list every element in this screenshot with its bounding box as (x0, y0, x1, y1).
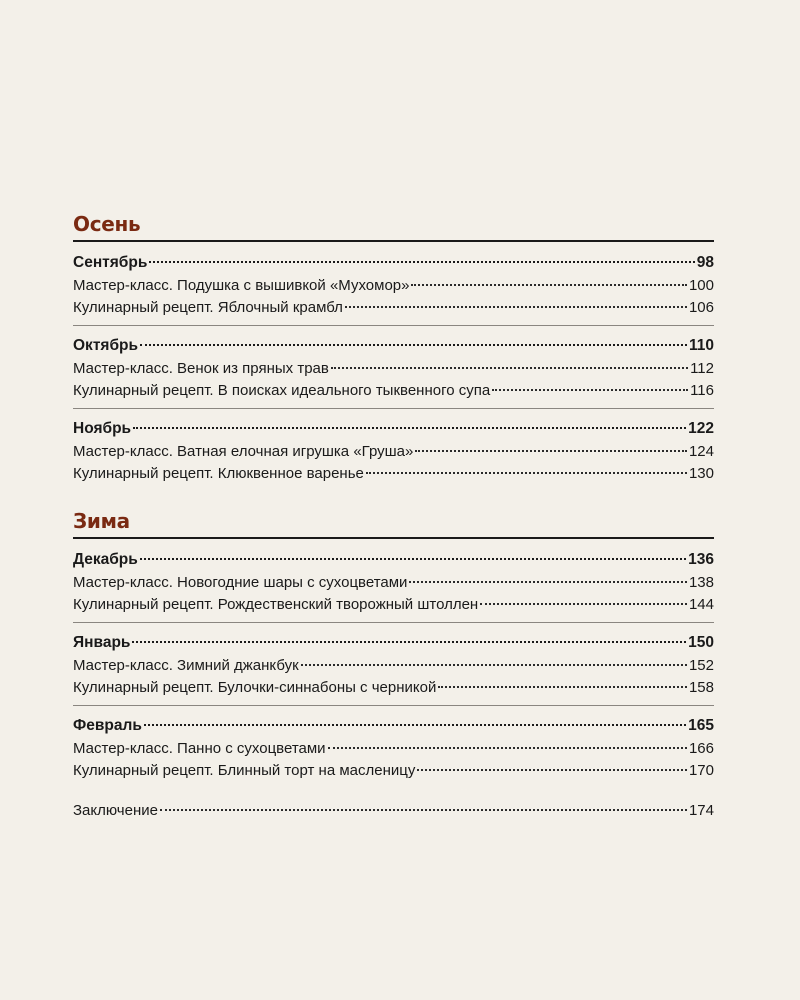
dot-leader (132, 641, 686, 643)
toc-entry[interactable] (73, 463, 714, 485)
page-number: 152 (688, 657, 714, 674)
page-number: 144 (688, 596, 714, 613)
section-autumn (73, 208, 714, 491)
entry-label: Мастер-класс. Венок из пряных трав (73, 360, 329, 377)
page-number: 170 (688, 762, 714, 779)
entry-label: Кулинарный рецепт. В поисках идеального тыквенного супа (73, 382, 491, 399)
dot-leader (301, 664, 687, 666)
page-number: 130 (688, 465, 714, 482)
entry-label: Мастер-класс. Панно с сухоцветами (73, 740, 326, 757)
entry-label: Январь (73, 634, 131, 651)
toc-entry-month[interactable] (73, 250, 714, 275)
toc-entry-month[interactable] (73, 333, 714, 358)
dot-leader (409, 581, 687, 583)
toc-entry-month[interactable] (73, 630, 714, 655)
dot-leader (492, 389, 688, 391)
section-title: Осень (73, 208, 714, 242)
dot-leader (144, 724, 686, 726)
entry-label: Октябрь (73, 337, 139, 354)
entry-label: Мастер-класс. Новогодние шары с сухоцветами (73, 574, 408, 591)
toc-entry[interactable] (73, 297, 714, 319)
month-group-february (73, 713, 714, 788)
entry-label: Декабрь (73, 551, 138, 568)
dot-leader (417, 769, 687, 771)
dot-leader (133, 427, 686, 429)
entry-label: Кулинарный рецепт. Блинный торт на масленицу (73, 762, 416, 779)
page-number: 124 (688, 443, 714, 460)
page-number: 106 (688, 299, 714, 316)
toc-entry-month[interactable] (73, 416, 714, 441)
toc-entry[interactable] (73, 677, 714, 699)
page-number: 136 (688, 551, 714, 568)
section-title: Зима (73, 505, 714, 539)
toc-entry[interactable] (73, 275, 714, 297)
month-group-november (73, 416, 714, 491)
entry-label: Мастер-класс. Зимний джанкбук (73, 657, 299, 674)
month-group-september (73, 250, 714, 326)
conclusion (73, 800, 714, 822)
entry-label: Кулинарный рецепт. Булочки-синнабоны с черникой (73, 679, 437, 696)
toc-entry[interactable] (73, 441, 714, 463)
month-group-january (73, 630, 714, 706)
dot-leader (345, 306, 687, 308)
page-number: 122 (688, 420, 714, 437)
dot-leader (480, 603, 687, 605)
entry-label: Сентябрь (73, 254, 148, 271)
toc-entry[interactable] (73, 655, 714, 677)
dot-leader (331, 367, 688, 369)
page-number: 166 (688, 740, 714, 757)
page-number: 174 (688, 802, 714, 819)
entry-label: Кулинарный рецепт. Рождественский творожный штоллен (73, 596, 479, 613)
dot-leader (140, 558, 686, 560)
toc-entry-month[interactable] (73, 713, 714, 738)
page-number: 98 (696, 254, 714, 271)
entry-label: Ноябрь (73, 420, 132, 437)
toc-entry[interactable] (73, 760, 714, 782)
dot-leader (438, 686, 687, 688)
toc-entry[interactable] (73, 572, 714, 594)
toc-entry[interactable] (73, 380, 714, 402)
entry-label: Мастер-класс. Ватная елочная игрушка «Груша» (73, 443, 414, 460)
month-group-october (73, 333, 714, 409)
dot-leader (411, 284, 687, 286)
page-number: 100 (688, 277, 714, 294)
page-number: 150 (688, 634, 714, 651)
page-number: 110 (688, 337, 714, 354)
page-number: 138 (688, 574, 714, 591)
month-group-december (73, 547, 714, 623)
dot-leader (366, 472, 687, 474)
table-of-contents (73, 208, 714, 822)
page-number: 116 (690, 382, 714, 399)
dot-leader (140, 344, 687, 346)
dot-leader (328, 747, 687, 749)
toc-entry-conclusion[interactable] (73, 800, 714, 822)
dot-leader (415, 450, 687, 452)
page-number: 158 (688, 679, 714, 696)
entry-label: Мастер-класс. Подушка с вышивкой «Мухомор» (73, 277, 410, 294)
entry-label: Кулинарный рецепт. Клюквенное варенье (73, 465, 364, 482)
entry-label: Февраль (73, 717, 142, 734)
toc-entry[interactable] (73, 738, 714, 760)
toc-entry-month[interactable] (73, 547, 714, 572)
page-number: 165 (688, 717, 714, 734)
toc-entry[interactable] (73, 358, 714, 380)
section-winter (73, 505, 714, 788)
entry-label: Заключение (73, 802, 158, 819)
entry-label: Кулинарный рецепт. Яблочный крамбл (73, 299, 343, 316)
dot-leader (149, 261, 694, 263)
dot-leader (160, 809, 687, 811)
page-number: 112 (690, 360, 714, 377)
toc-entry[interactable] (73, 594, 714, 616)
